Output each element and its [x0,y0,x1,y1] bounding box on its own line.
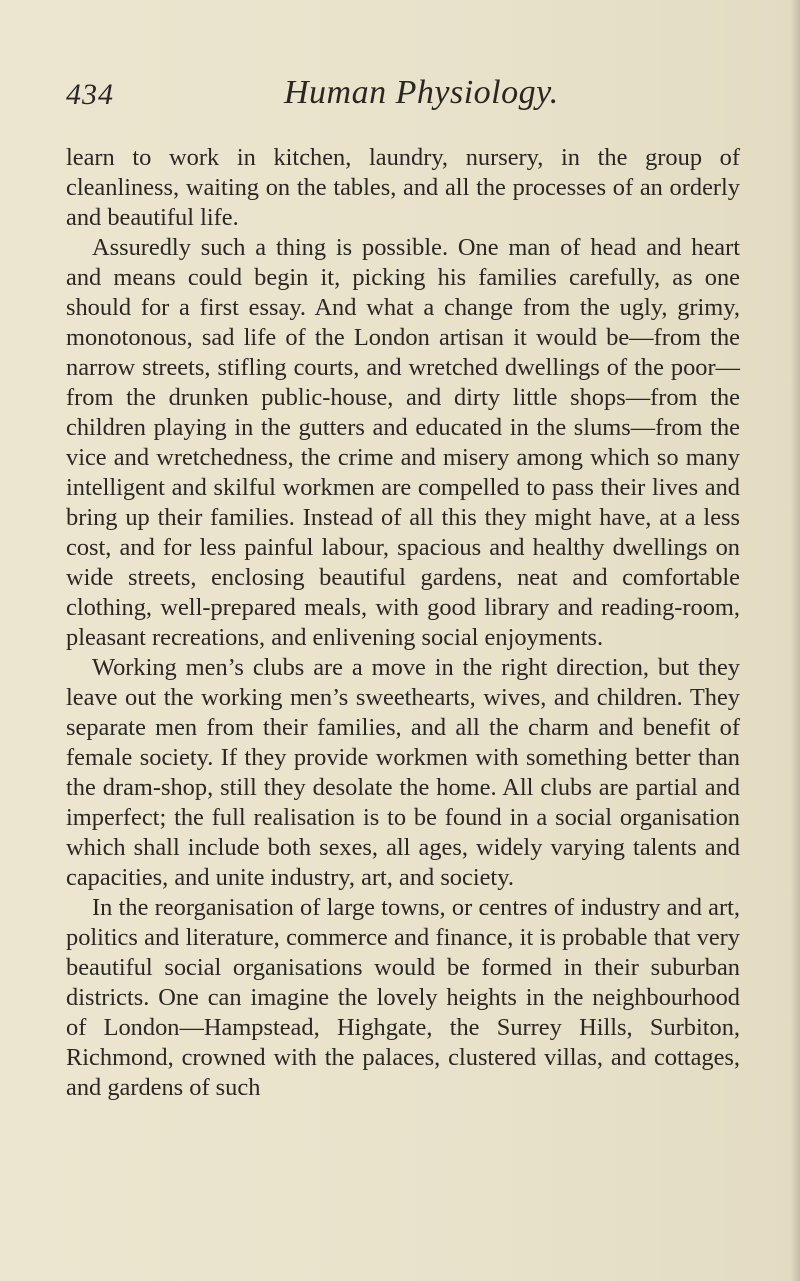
page-edge-shadow [790,0,800,1281]
paragraph-reorganisation: In the reorganisation of large towns, or centres of industry and art, politics and literature, commerce and finance, it is probable that very beautiful social organisations would be formed in their suburban districts. One can imagine the lovely heights in the neighbourhood of London—Hampstead, Highgate, the Surrey Hills, Surbiton, Richmond, crowned with the palaces, clustered villas, and cottages, and gardens of such [66,894,740,1101]
paragraph-working-mens-clubs: Working men’s clubs are a move in the right direction, but they leave out the working men’s sweethearts, wives, and children. They separate men from their families, and all the charm and benefit of female society. If they provide workmen with something better than the dram-shop, still they desolate the home. All clubs are partial and imperfect; the full realisation is to be found in a social organisation which shall include both sexes, all ages, widely varying talents and capacities, and unite industry, art, and society. [66,654,740,891]
body-text [66,143,740,1103]
paragraph-model-village: Assuredly such a thing is possible. One man of head and heart and means could begin it, picking his families carefully, as one should for a first essay. And what a change from the ugly, grimy, monotonous, sad life of the London artisan it would be—from the narrow streets, stifling courts, and wretched dwellings of the poor—from the drunken public-house, and dirty little shops—from the children playing in the gutters and educated in the slums—from the vice and wretchedness, the crime and misery among which so many intelligent and skilful workmen are compelled to pass their lives and bring up their families. Instead of all this they might have, at a less cost, and for less painful labour, spacious and healthy dwellings on wide streets, enclosing beautiful gardens, neat and comfortable clothing, well-prepared meals, with good library and reading-room, pleasant recreations, and enlivening social enjoyments. [66,234,740,651]
running-title: Human Physiology. [284,74,559,111]
paragraph-continued: learn to work in kitchen, laundry, nursery, in the group of cleanliness, waiting on the tables, and all the processes of an orderly and beautiful life. [66,144,740,231]
running-head [66,74,756,128]
page-number: 434 [66,78,114,111]
